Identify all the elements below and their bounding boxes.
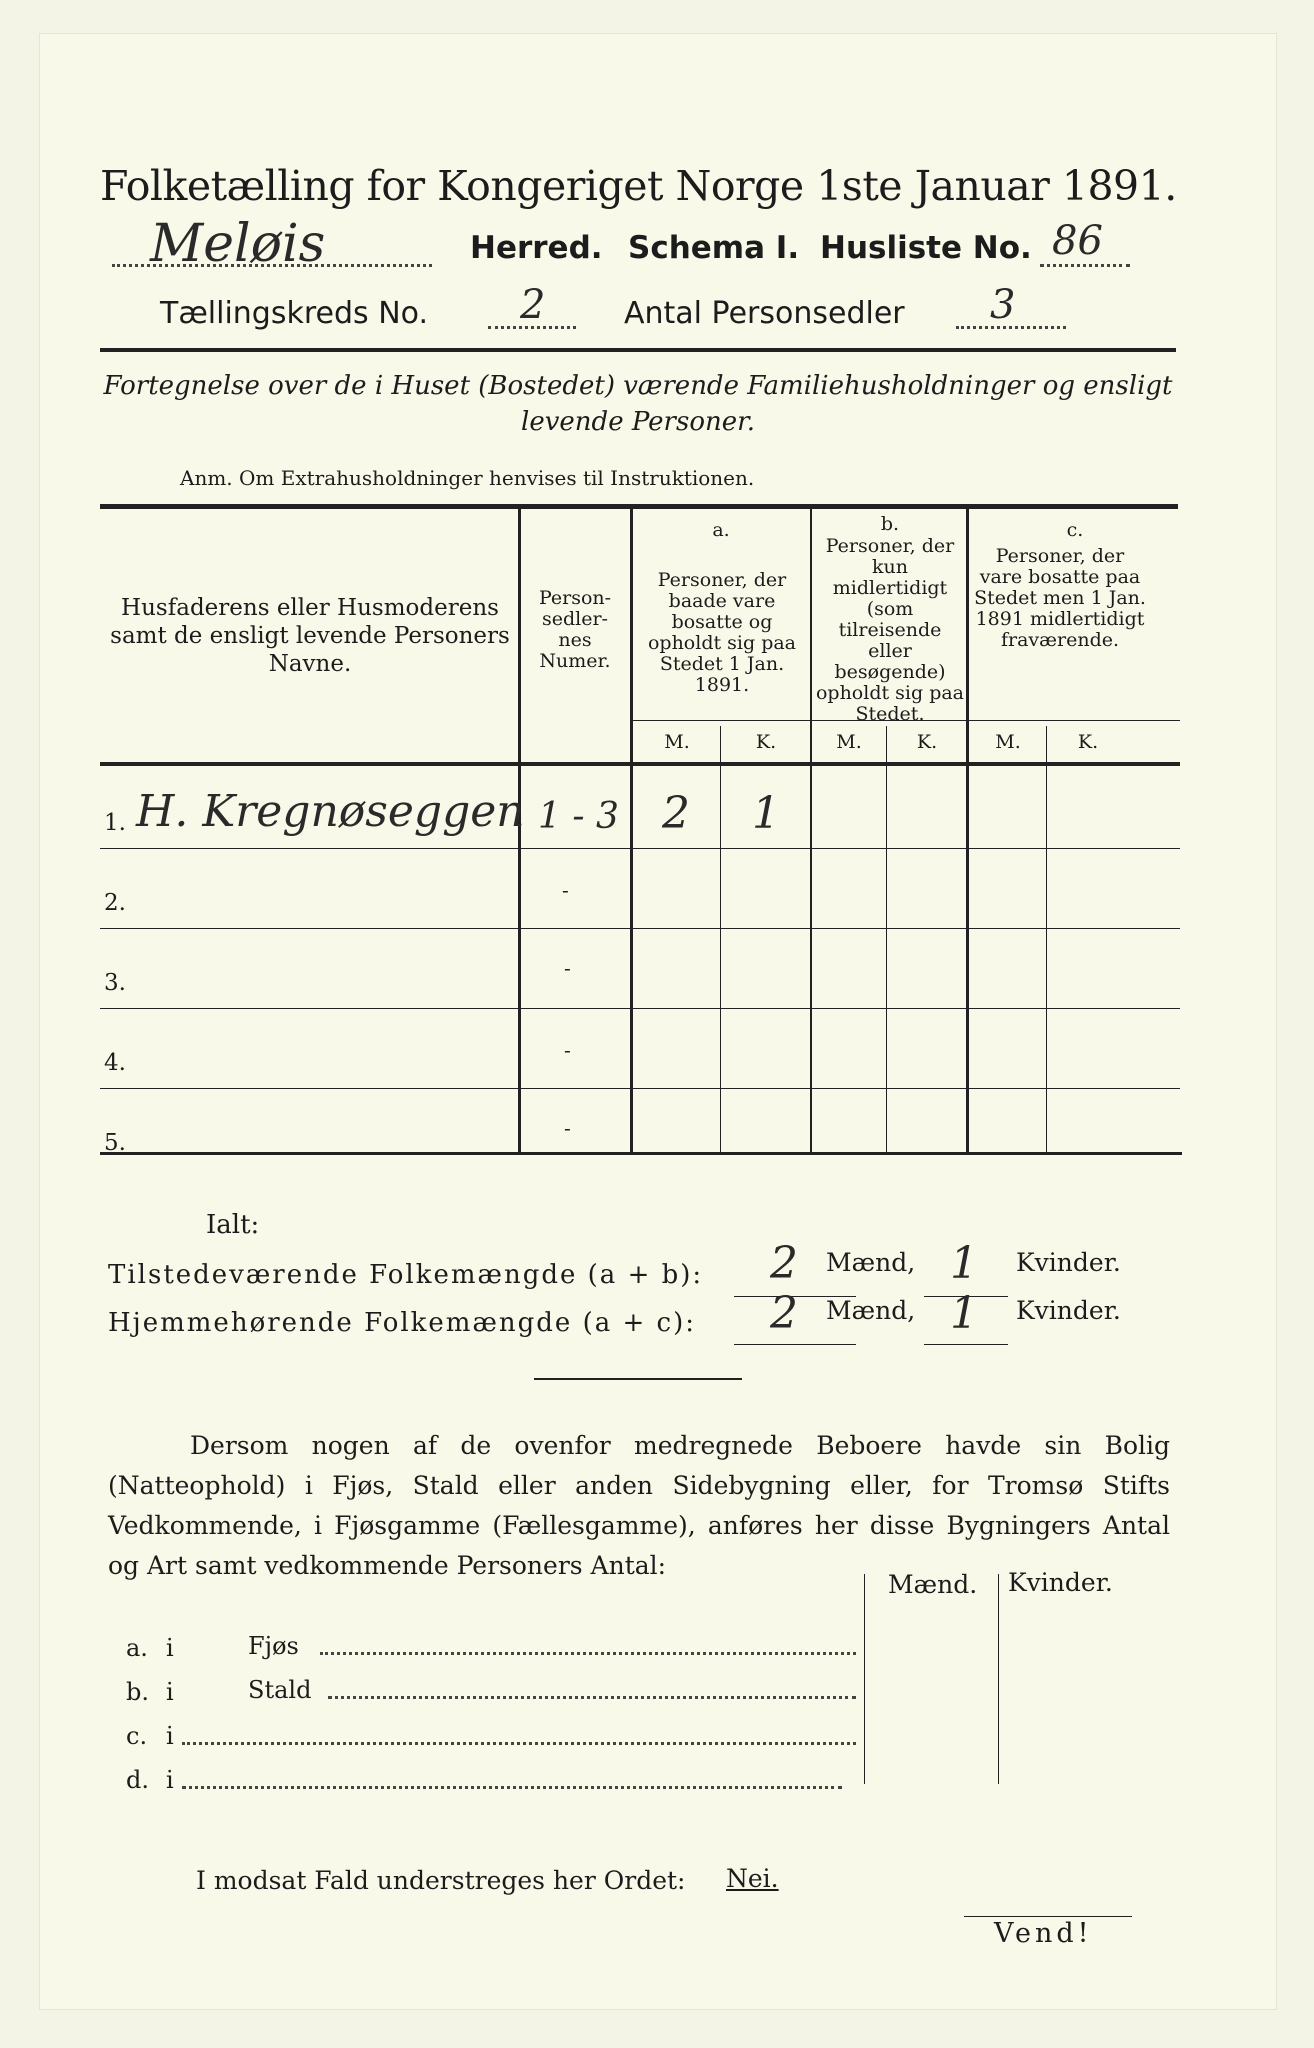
form-title: Folketælling for Kongeriget Norge 1ste Januar 1891.: [100, 162, 1177, 210]
row-1-number: 1.: [104, 810, 126, 836]
intro-note: Anm. Om Extrahusholdninger henvises til Instruktionen.: [180, 466, 755, 490]
col-c-m: M.: [995, 731, 1021, 753]
outbuilding-a-label: Fjøs: [248, 1632, 299, 1660]
footer-prefix: I modsat Fald understreges her Ordet:: [196, 1866, 686, 1895]
col-c-letter: c.: [1066, 519, 1084, 541]
row-3-number: 3.: [104, 970, 126, 996]
col-b-m: M.: [836, 731, 862, 753]
schema-label: Schema I.: [628, 230, 800, 266]
outbuilding-b-letter: b.: [126, 1678, 149, 1706]
vend-label: Vend!: [994, 1918, 1093, 1949]
totals-line1-kvinder: 1: [950, 1238, 978, 1289]
totals-line2-maend: 2: [770, 1288, 798, 1339]
col-c-k: K.: [1077, 731, 1099, 753]
kreds-label: Tællingskreds No.: [160, 296, 428, 331]
totals-line2-maend-label: Mænd,: [826, 1296, 916, 1325]
outbuildings-kvinder-header: Kvinder.: [1008, 1568, 1113, 1597]
col-name-header: Husfaderens eller Husmoderens samt de ensligt levende Personers Navne.: [110, 595, 510, 677]
herred-label: Herred.: [470, 230, 603, 266]
personsedler-value: 3: [990, 282, 1016, 328]
row-1-a-m: 2: [662, 788, 690, 839]
col-a-letter: a.: [712, 519, 730, 541]
row-5-number: 5.: [104, 1130, 126, 1156]
row-4-number: 4.: [104, 1050, 126, 1076]
totals-line1-kvinder-label: Kvinder.: [1016, 1248, 1121, 1277]
row-1-numer: 1 - 3: [538, 796, 619, 837]
totals-line2-label: Hjemmehørende Folkemængde (a + c):: [108, 1308, 696, 1338]
outbuilding-d-i: i: [166, 1766, 174, 1794]
totals-line2-kvinder: 1: [950, 1288, 978, 1339]
outbuildings-text: Dersom nogen af de ovenfor medregnede Beboere havde sin Bolig (Natteophold) i Fjøs, Stald eller anden Sidebygning eller, for Tromsø Stifts Vedkommende, i Fjøsgamme (Fællesgamme), anføres her disse Bygningers Antal og Art samt vedkommende Personers Antal:: [108, 1431, 1170, 1580]
outbuilding-c-i: i: [166, 1722, 174, 1750]
row-4-numer: -: [564, 1038, 571, 1062]
husliste-value: 86: [1052, 218, 1103, 264]
row-2-number: 2.: [104, 890, 126, 916]
outbuilding-b-i: i: [166, 1678, 174, 1706]
outbuilding-d-letter: d.: [126, 1766, 149, 1794]
intro-heading: Fortegnelse over de i Huset (Bostedet) værende Familiehusholdninger og ensligt levende Personer.: [103, 371, 1173, 437]
col-b-k: K.: [916, 731, 938, 753]
col-num-header: Person-sedler-nes Numer.: [538, 587, 612, 672]
ialt-label: Ialt:: [206, 1210, 260, 1240]
outbuilding-b-label: Stald: [248, 1676, 312, 1704]
totals-line1-maend-label: Mænd,: [826, 1248, 916, 1277]
row-2-numer: -: [562, 878, 569, 902]
personsedler-label: Antal Personsedler: [624, 296, 905, 331]
row-1-a-k: 1: [752, 788, 780, 839]
totals-line1-maend: 2: [770, 1238, 798, 1289]
herred-value: Meløis: [150, 214, 326, 274]
totals-line1-label: Tilstedeværende Folkemængde (a + b):: [108, 1260, 704, 1290]
row-3-numer: -: [564, 956, 571, 980]
footer-nei: Nei.: [726, 1864, 779, 1893]
row-5-numer: -: [564, 1116, 571, 1140]
col-a-k: K.: [755, 731, 777, 753]
row-1-name: H. Kregnøseggen: [136, 786, 525, 837]
kreds-value: 2: [520, 282, 546, 328]
col-c-header: Personer, der vare bosatte paa Stedet men 1 Jan. 1891 midlertidigt fraværende.: [974, 545, 1146, 651]
outbuildings-maend-header: Mænd.: [888, 1570, 978, 1599]
col-b-letter: b.: [880, 513, 900, 535]
outbuilding-a-letter: a.: [126, 1634, 148, 1662]
husliste-label: Husliste No.: [820, 230, 1032, 266]
totals-line2-kvinder-label: Kvinder.: [1016, 1296, 1121, 1325]
col-b-header: Personer, der kun midlertidigt (som tilreisende eller besøgende) opholdt sig paa Stedet.: [815, 535, 965, 725]
outbuilding-a-i: i: [166, 1634, 174, 1662]
census-form: [40, 34, 1276, 2009]
col-a-header: Personer, der baade vare bosatte og opholdt sig paa Stedet 1 Jan. 1891.: [647, 569, 797, 696]
outbuilding-c-letter: c.: [126, 1722, 148, 1750]
col-a-m: M.: [664, 731, 690, 753]
